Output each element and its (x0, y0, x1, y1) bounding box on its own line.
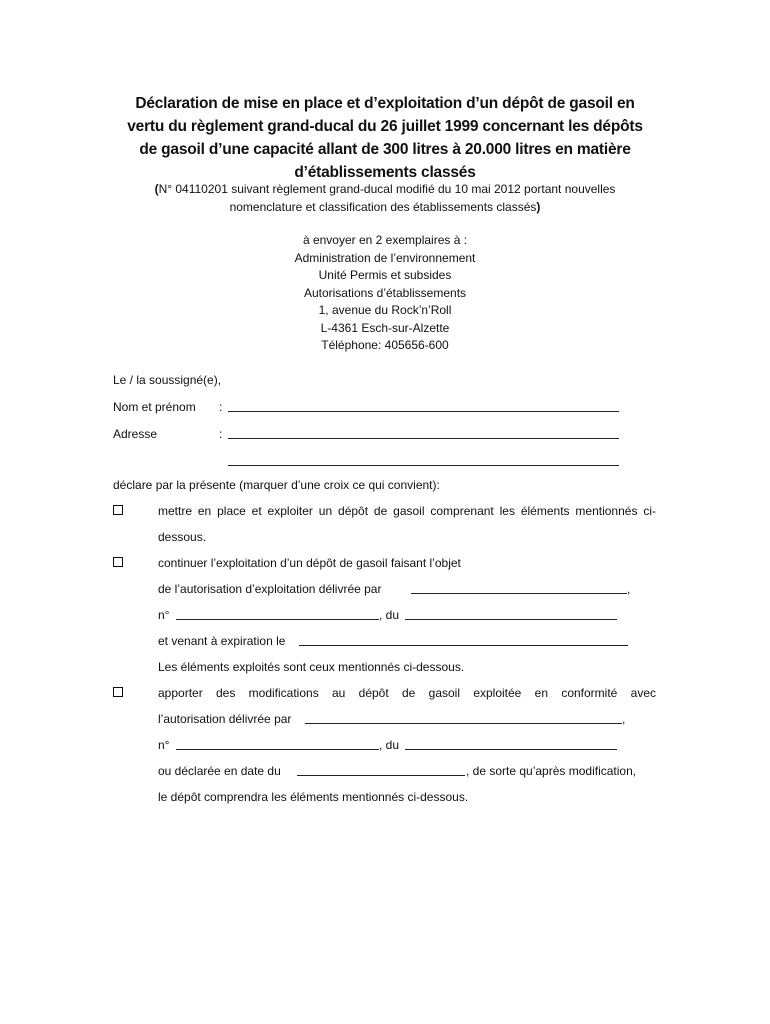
option2-checkbox[interactable] (113, 557, 123, 567)
option2-expiry-label: et venant à expiration le (158, 634, 286, 648)
address-line: à envoyer en 2 exemplaires à : (302, 233, 468, 247)
intro-text: Le / la soussigné(e), (113, 373, 222, 387)
option1-line1: mettre en place et exploiter un dépôt de gasoil comprenant les éléments mentionnés ci- (158, 504, 656, 518)
address-colon: : (219, 427, 223, 441)
address-line: 1, avenue du Rock’n’Roll (318, 303, 452, 317)
title-line: Déclaration de mise en place et d’exploitation d’un dépôt de gasoil en (135, 95, 635, 112)
option3-declared-label: ou déclarée en date du (158, 764, 281, 778)
address-line: Autorisations d’établissements (303, 285, 467, 300)
document-subtitle (100, 180, 670, 216)
document-title (100, 92, 670, 184)
option3-checkbox[interactable] (113, 687, 123, 697)
option3-declared-after: , de sorte qu’après modification, (466, 764, 637, 778)
title-line: vertu du règlement grand-ducal du 26 juillet 1999 concernant les dépôts (127, 118, 643, 135)
option2-line5: Les éléments exploités sont ceux mentionnés ci-dessous. (158, 660, 465, 674)
option2-expiry-field[interactable] (299, 633, 628, 646)
subtitle-line-2: nomenclature et classification des établissements classés (229, 200, 537, 214)
option3-number-label: n° (158, 738, 170, 752)
address-label: Adresse (113, 427, 158, 441)
option1-line2: dessous. (158, 530, 207, 544)
option2-authority-field[interactable] (411, 581, 627, 594)
option3-line5: le dépôt comprendra les éléments mentionnés ci-dessous. (158, 790, 469, 804)
option3-comma: , (622, 712, 626, 726)
address-line: L-4361 Esch-sur-Alzette (320, 320, 450, 335)
option3-authority-label: l’autorisation délivrée par (158, 712, 292, 726)
address-line: Téléphone: 405656-600 (321, 338, 449, 352)
option3-authority-field[interactable] (305, 711, 622, 724)
option1-checkbox[interactable] (113, 505, 123, 515)
option3-number-field[interactable] (176, 737, 379, 750)
name-colon: : (219, 400, 223, 414)
option2-authority-label: de l’autorisation d’exploitation délivrée par (158, 582, 382, 596)
name-field[interactable] (228, 399, 619, 412)
subtitle-close-paren: ) (536, 200, 541, 214)
subtitle-line-1: N° 04110201 suivant règlement grand-ducal modifié du 10 mai 2012 portant nouvelles (158, 182, 616, 196)
address-field-line-2[interactable] (228, 453, 619, 466)
declares-text: déclare par la présente (marquer d’une croix ce qui convient): (113, 478, 440, 492)
name-label: Nom et prénom (113, 400, 196, 414)
option2-date-field[interactable] (405, 607, 617, 620)
option2-date-label: , du (379, 608, 400, 622)
option3-line1: apporter des modifications au dépôt de gasoil exploitée en conformité avec (158, 686, 656, 700)
option2-number-field[interactable] (176, 607, 379, 620)
option2-comma: , (627, 582, 631, 596)
recipient-address (185, 232, 585, 355)
address-line: Administration de l’environnement (294, 250, 476, 265)
subtitle-open-paren: ( (154, 182, 159, 196)
option2-number-label: n° (158, 608, 170, 622)
title-line: de gasoil d’une capacité allant de 300 litres à 20.000 litres en matière (139, 141, 631, 158)
option3-date-label: , du (379, 738, 400, 752)
address-field-line-1[interactable] (228, 426, 619, 439)
title-line: d’établissements classés (294, 164, 476, 181)
address-line: Unité Permis et subsides (318, 268, 452, 282)
option2-line1: continuer l’exploitation d’un dépôt de gasoil faisant l’objet (158, 556, 461, 570)
option3-date-field[interactable] (405, 737, 617, 750)
option3-declared-date-field[interactable] (297, 763, 465, 776)
